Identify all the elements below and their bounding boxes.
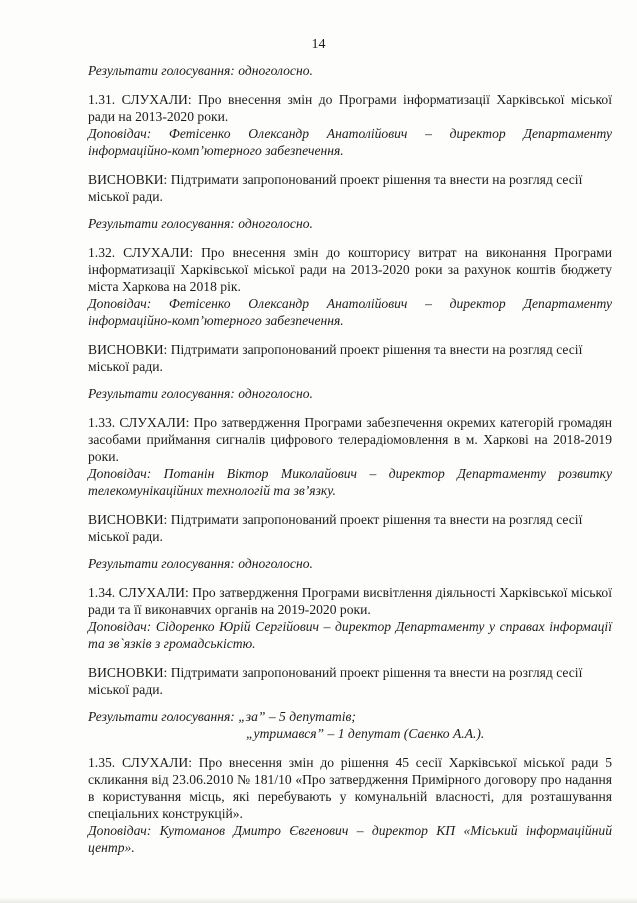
speaker-text: Доповідач: Потанін Віктор Миколайович – директор Департаменту розвитку телекомунікаційних технологій та зв’язку.	[88, 466, 612, 498]
heard-text: 1.34. СЛУХАЛИ: Про затвердження Програми висвітлення діяльності Харківської міської ради та її виконавчих органів на 2019-2020 роки.	[88, 585, 612, 617]
agenda-item-1-33	[88, 414, 612, 572]
agenda-item-1-31	[88, 91, 612, 232]
heard-text: 1.32. СЛУХАЛИ: Про внесення змін до кошторису витрат на виконання Програми інформатизації Харківської міської ради на 2013-2020 роки за рахунок коштів бюджету міста Харкова на 2018 рік.	[88, 245, 612, 294]
speaker-text: Доповідач: Сідоренко Юрій Сергійович – директор Департаменту у справах інформації та зв`язків з громадськістю.	[88, 619, 612, 651]
page-number: 14	[311, 37, 326, 52]
speaker-text: Доповідач: Кутоманов Дмитро Євгенович – директор КП «Міський інформаційний центр».	[88, 823, 612, 855]
conclusion-text: ВИСНОВКИ: Підтримати запропонований проект рішення та внести на розгляд сесії міської ради.	[88, 342, 583, 374]
speaker-text: Доповідач: Фетісенко Олександр Анатолійович – директор Департаменту інформаційно-комп’ютерного забезпечення.	[88, 296, 612, 328]
voting-result: Результати голосування: одноголосно.	[88, 386, 313, 401]
agenda-item-1-34	[88, 584, 612, 742]
conclusion-text: ВИСНОВКИ: Підтримати запропонований проект рішення та внести на розгляд сесії міської ради.	[88, 665, 583, 697]
agenda-item-1-32	[88, 244, 612, 402]
heard-text: 1.31. СЛУХАЛИ: Про внесення змін до Програми інформатизації Харківської міської ради на 2013-2020 роки.	[88, 92, 612, 124]
page-bottom-edge	[0, 897, 637, 903]
voting-result: Результати голосування: одноголосно.	[88, 216, 313, 231]
heard-text: 1.33. СЛУХАЛИ: Про затвердження Програми забезпечення окремих категорій громадян засобами приймання сигналів цифрового телерадіомовлення в м. Харкові на 2018-2019 роки.	[88, 415, 612, 464]
voting-result-top: Результати голосування: одноголосно.	[88, 63, 313, 78]
voting-result: Результати голосування: одноголосно.	[88, 556, 313, 571]
heard-text: 1.35. СЛУХАЛИ: Про внесення змін до рішення 45 сесії Харківської міської ради 5 скликання від 23.06.2010 № 181/10 «Про затвердження Примірного договору про надання в користування місць, які перебувають у комунальній власності, для розташування спеціальних конструкцій».	[88, 755, 612, 821]
agenda-item-1-35	[88, 754, 612, 856]
document-body	[88, 62, 612, 856]
speaker-text: Доповідач: Фетісенко Олександр Анатолійович – директор Департаменту інформаційно-комп’ютерного забезпечення.	[88, 126, 612, 158]
voting-result-abstained: „утримався” – 1 депутат (Саєнко А.А.).	[246, 726, 485, 741]
conclusion-text: ВИСНОВКИ: Підтримати запропонований проект рішення та внести на розгляд сесії міської ради.	[88, 172, 583, 204]
conclusion-text: ВИСНОВКИ: Підтримати запропонований проект рішення та внести на розгляд сесії міської ради.	[88, 512, 583, 544]
voting-result-for: Результати голосування: „за” – 5 депутатів;	[88, 709, 356, 724]
